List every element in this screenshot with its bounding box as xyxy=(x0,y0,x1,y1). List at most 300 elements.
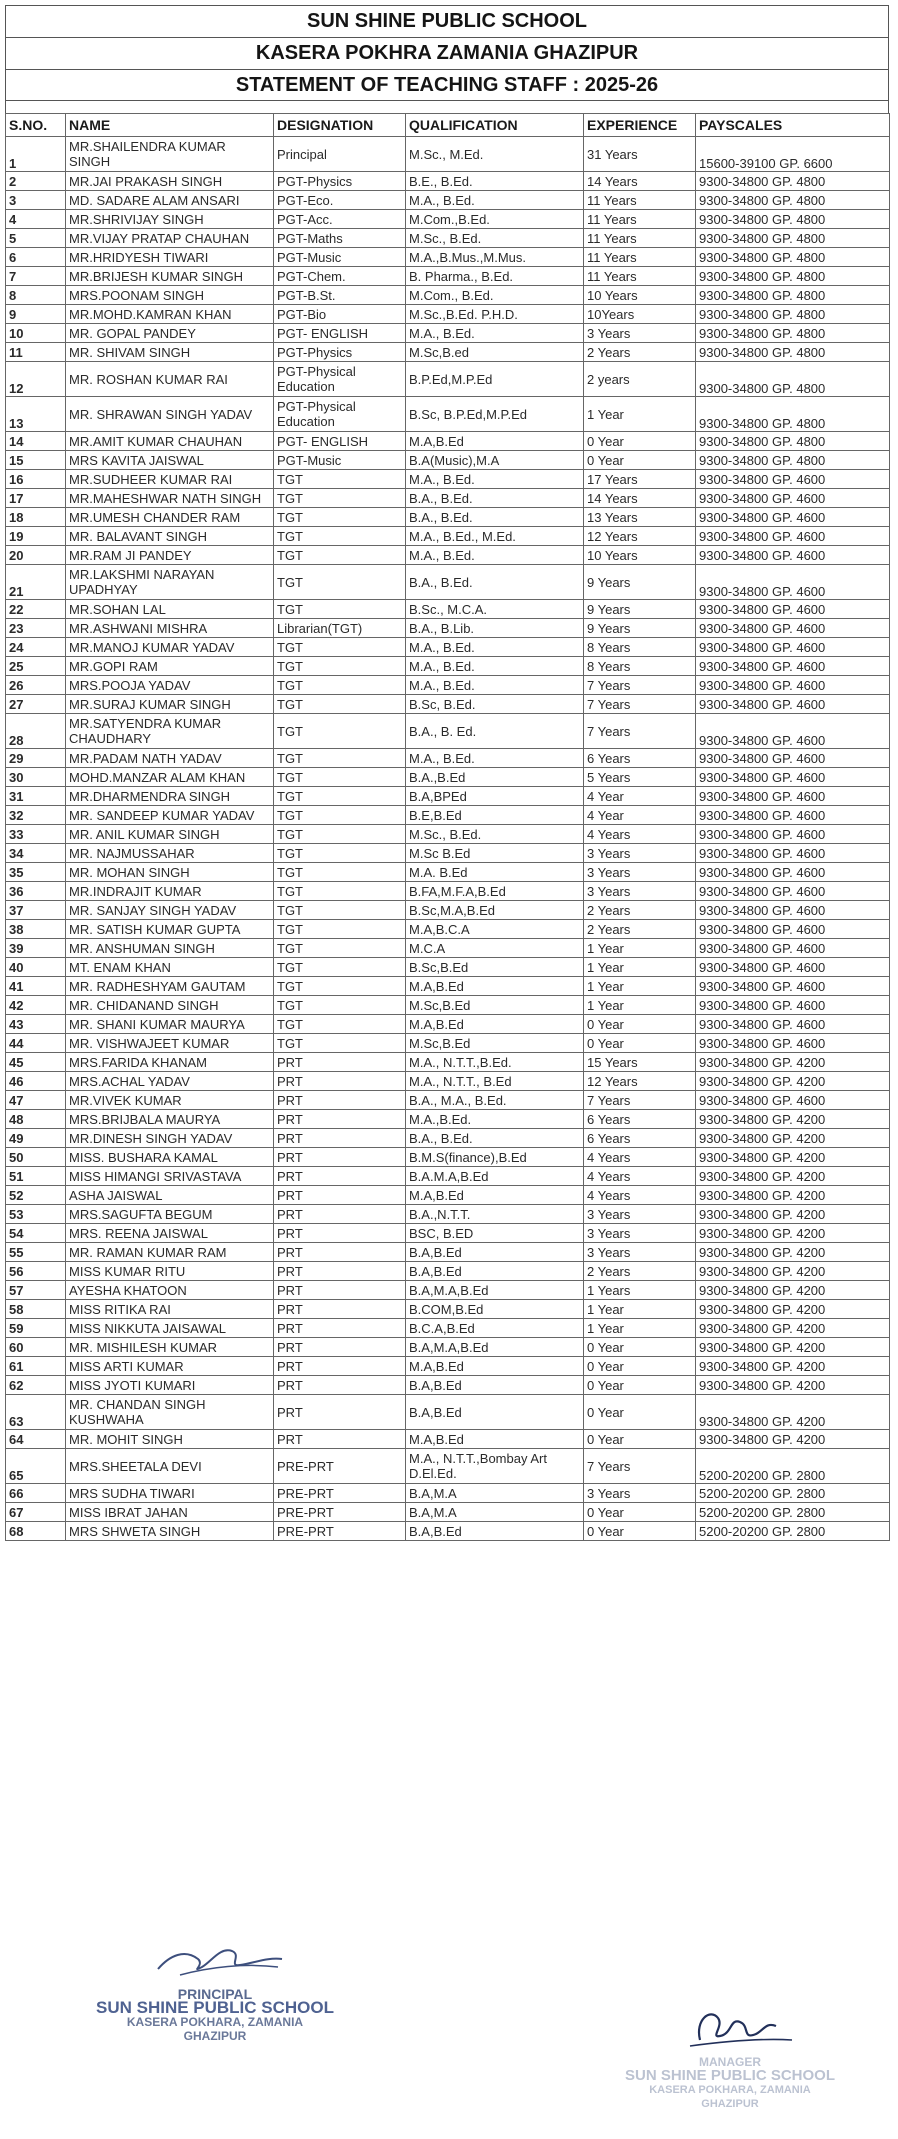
payscale-cell: 5200-20200 GP. 2800 xyxy=(696,1484,890,1503)
sno-cell: 53 xyxy=(6,1205,66,1224)
table-row xyxy=(6,1167,890,1186)
experience-cell: 1 Year xyxy=(584,996,696,1015)
experience-cell: 9 Years xyxy=(584,600,696,619)
designation-cell: TGT xyxy=(274,958,406,977)
designation-cell: PRE-PRT xyxy=(274,1522,406,1541)
experience-cell: 17 Years xyxy=(584,470,696,489)
designation-cell: TGT xyxy=(274,1015,406,1034)
table-row xyxy=(6,1281,890,1300)
table-row xyxy=(6,787,890,806)
designation-cell: TGT xyxy=(274,546,406,565)
designation-cell: PRT xyxy=(274,1053,406,1072)
table-row xyxy=(6,546,890,565)
payscale-cell: 9300-34800 GP. 4600 xyxy=(696,958,890,977)
experience-cell: 8 Years xyxy=(584,657,696,676)
designation-cell: TGT xyxy=(274,638,406,657)
designation-cell: PRT xyxy=(274,1338,406,1357)
experience-cell: 4 Years xyxy=(584,1148,696,1167)
experience-cell: 4 Years xyxy=(584,1186,696,1205)
qualification-cell: M.A,B.Ed xyxy=(406,1186,584,1205)
qualification-cell: M.A., B.Ed. xyxy=(406,191,584,210)
name-cell: MRS.ACHAL YADAV xyxy=(66,1072,274,1091)
payscale-cell: 9300-34800 GP. 4200 xyxy=(696,1395,890,1430)
sno-cell: 44 xyxy=(6,1034,66,1053)
designation-cell: PGT-Bio xyxy=(274,305,406,324)
sno-cell: 5 xyxy=(6,229,66,248)
qualification-cell: M.A. B.Ed xyxy=(406,863,584,882)
experience-cell: 0 Year xyxy=(584,1395,696,1430)
school-address: KASERA POKHRA ZAMANIA GHAZIPUR xyxy=(5,37,889,69)
designation-cell: PRT xyxy=(274,1395,406,1430)
experience-cell: 7 Years xyxy=(584,1449,696,1484)
payscale-cell: 9300-34800 GP. 4800 xyxy=(696,305,890,324)
sno-cell: 68 xyxy=(6,1522,66,1541)
table-row xyxy=(6,1186,890,1205)
experience-cell: 0 Year xyxy=(584,1430,696,1449)
sno-cell: 14 xyxy=(6,432,66,451)
experience-cell: 3 Years xyxy=(584,844,696,863)
name-cell: MR.SATYENDRA KUMAR CHAUDHARY xyxy=(66,714,274,749)
sno-cell: 39 xyxy=(6,939,66,958)
payscale-cell: 9300-34800 GP. 4800 xyxy=(696,191,890,210)
experience-cell: 11 Years xyxy=(584,210,696,229)
name-cell: MR.MAHESHWAR NATH SINGH xyxy=(66,489,274,508)
table-row xyxy=(6,1148,890,1167)
experience-cell: 2 years xyxy=(584,362,696,397)
experience-cell: 3 Years xyxy=(584,1205,696,1224)
designation-cell: PRT xyxy=(274,1129,406,1148)
experience-cell: 10 Years xyxy=(584,546,696,565)
payscale-cell: 9300-34800 GP. 4200 xyxy=(696,1148,890,1167)
designation-cell: PRT xyxy=(274,1205,406,1224)
table-row xyxy=(6,825,890,844)
name-cell: MR. RADHESHYAM GAUTAM xyxy=(66,977,274,996)
sno-cell: 33 xyxy=(6,825,66,844)
column-header-sno: S.NO. xyxy=(6,114,66,137)
sno-cell: 63 xyxy=(6,1395,66,1430)
table-row xyxy=(6,1053,890,1072)
designation-cell: TGT xyxy=(274,768,406,787)
sno-cell: 25 xyxy=(6,657,66,676)
designation-cell: TGT xyxy=(274,565,406,600)
experience-cell: 14 Years xyxy=(584,172,696,191)
payscale-cell: 9300-34800 GP. 4800 xyxy=(696,172,890,191)
sno-cell: 35 xyxy=(6,863,66,882)
table-row xyxy=(6,939,890,958)
experience-cell: 31 Years xyxy=(584,137,696,172)
qualification-cell: M.A,B.Ed xyxy=(406,977,584,996)
sno-cell: 41 xyxy=(6,977,66,996)
sno-cell: 9 xyxy=(6,305,66,324)
table-row xyxy=(6,1034,890,1053)
payscale-cell: 9300-34800 GP. 4200 xyxy=(696,1224,890,1243)
sno-cell: 58 xyxy=(6,1300,66,1319)
table-row xyxy=(6,996,890,1015)
payscale-cell: 9300-34800 GP. 4600 xyxy=(696,1015,890,1034)
designation-cell: PRT xyxy=(274,1357,406,1376)
table-row xyxy=(6,977,890,996)
designation-cell: TGT xyxy=(274,600,406,619)
name-cell: MR.VIJAY PRATAP CHAUHAN xyxy=(66,229,274,248)
experience-cell: 15 Years xyxy=(584,1053,696,1072)
qualification-cell: M.Sc., M.Ed. xyxy=(406,137,584,172)
qualification-cell: M.A.,B.Ed. xyxy=(406,1110,584,1129)
sno-cell: 49 xyxy=(6,1129,66,1148)
name-cell: MR. ANSHUMAN SINGH xyxy=(66,939,274,958)
payscale-cell: 9300-34800 GP. 4600 xyxy=(696,638,890,657)
payscale-cell: 9300-34800 GP. 4600 xyxy=(696,527,890,546)
designation-cell: PGT-Physical Education xyxy=(274,397,406,432)
table-row xyxy=(6,1484,890,1503)
payscale-cell: 9300-34800 GP. 4600 xyxy=(696,825,890,844)
designation-cell: PRT xyxy=(274,1110,406,1129)
payscale-cell: 9300-34800 GP. 4200 xyxy=(696,1243,890,1262)
payscale-cell: 15600-39100 GP. 6600 xyxy=(696,137,890,172)
payscale-cell: 5200-20200 GP. 2800 xyxy=(696,1503,890,1522)
qualification-cell: M.A., N.T.T.,Bombay Art D.El.Ed. xyxy=(406,1449,584,1484)
designation-cell: PRT xyxy=(274,1148,406,1167)
sno-cell: 23 xyxy=(6,619,66,638)
sno-cell: 6 xyxy=(6,248,66,267)
qualification-cell: B.A,M.A xyxy=(406,1503,584,1522)
name-cell: MR. SATISH KUMAR GUPTA xyxy=(66,920,274,939)
name-cell: MRS.FARIDA KHANAM xyxy=(66,1053,274,1072)
qualification-cell: M.A., B.Ed. xyxy=(406,749,584,768)
payscale-cell: 9300-34800 GP. 4200 xyxy=(696,1357,890,1376)
payscale-cell: 9300-34800 GP. 4200 xyxy=(696,1319,890,1338)
experience-cell: 1 Years xyxy=(584,1281,696,1300)
name-cell: MR.SHRIVIJAY SINGH xyxy=(66,210,274,229)
designation-cell: TGT xyxy=(274,527,406,546)
qualification-cell: B. Pharma., B.Ed. xyxy=(406,267,584,286)
payscale-cell: 9300-34800 GP. 4600 xyxy=(696,806,890,825)
designation-cell: TGT xyxy=(274,901,406,920)
qualification-cell: B.A.,B.Ed xyxy=(406,768,584,787)
qualification-cell: BSC, B.ED xyxy=(406,1224,584,1243)
qualification-cell: B.E,B.Ed xyxy=(406,806,584,825)
experience-cell: 1 Year xyxy=(584,1319,696,1338)
experience-cell: 10Years xyxy=(584,305,696,324)
experience-cell: 2 Years xyxy=(584,901,696,920)
sno-cell: 47 xyxy=(6,1091,66,1110)
table-row xyxy=(6,1319,890,1338)
designation-cell: PRT xyxy=(274,1319,406,1338)
experience-cell: 9 Years xyxy=(584,565,696,600)
name-cell: MR.UMESH CHANDER RAM xyxy=(66,508,274,527)
table-row xyxy=(6,362,890,397)
designation-cell: TGT xyxy=(274,508,406,527)
experience-cell: 1 Year xyxy=(584,958,696,977)
sno-cell: 59 xyxy=(6,1319,66,1338)
payscale-cell: 9300-34800 GP. 4800 xyxy=(696,343,890,362)
name-cell: AYESHA KHATOON xyxy=(66,1281,274,1300)
qualification-cell: M.Sc.,B.Ed. P.H.D. xyxy=(406,305,584,324)
qualification-cell: M.Sc,B.Ed xyxy=(406,996,584,1015)
payscale-cell: 9300-34800 GP. 4600 xyxy=(696,844,890,863)
name-cell: MRS KAVITA JAISWAL xyxy=(66,451,274,470)
name-cell: MRS.SHEETALA DEVI xyxy=(66,1449,274,1484)
payscale-cell: 9300-34800 GP. 4200 xyxy=(696,1110,890,1129)
table-row xyxy=(6,470,890,489)
qualification-cell: M.A., N.T.T., B.Ed xyxy=(406,1072,584,1091)
designation-cell: PGT-Acc. xyxy=(274,210,406,229)
sno-cell: 54 xyxy=(6,1224,66,1243)
experience-cell: 6 Years xyxy=(584,1129,696,1148)
sno-cell: 2 xyxy=(6,172,66,191)
payscale-cell: 9300-34800 GP. 4600 xyxy=(696,676,890,695)
experience-cell: 11 Years xyxy=(584,248,696,267)
designation-cell: PRT xyxy=(274,1224,406,1243)
manager-stamp: MANAGER SUN SHINE PUBLIC SCHOOL KASERA POKHARA, ZAMANIA GHAZIPUR xyxy=(624,2055,835,2110)
table-row xyxy=(6,1338,890,1357)
payscale-cell: 9300-34800 GP. 4200 xyxy=(696,1430,890,1449)
name-cell: MR. CHANDAN SINGH KUSHWAHA xyxy=(66,1395,274,1430)
experience-cell: 0 Year xyxy=(584,1338,696,1357)
table-row xyxy=(6,657,890,676)
designation-cell: PGT-Music xyxy=(274,248,406,267)
column-header-qualification: QUALIFICATION xyxy=(406,114,584,137)
experience-cell: 10 Years xyxy=(584,286,696,305)
table-row xyxy=(6,1129,890,1148)
designation-cell: PRE-PRT xyxy=(274,1449,406,1484)
sno-cell: 15 xyxy=(6,451,66,470)
table-row xyxy=(6,489,890,508)
experience-cell: 0 Year xyxy=(584,451,696,470)
experience-cell: 7 Years xyxy=(584,1091,696,1110)
table-row xyxy=(6,958,890,977)
experience-cell: 3 Years xyxy=(584,882,696,901)
sno-cell: 45 xyxy=(6,1053,66,1072)
designation-cell: PGT-Eco. xyxy=(274,191,406,210)
qualification-cell: M.A., B.Ed. xyxy=(406,470,584,489)
designation-cell: Librarian(TGT) xyxy=(274,619,406,638)
experience-cell: 14 Years xyxy=(584,489,696,508)
payscale-cell: 9300-34800 GP. 4800 xyxy=(696,362,890,397)
name-cell: MISS HIMANGI SRIVASTAVA xyxy=(66,1167,274,1186)
designation-cell: TGT xyxy=(274,714,406,749)
payscale-cell: 9300-34800 GP. 4600 xyxy=(696,787,890,806)
experience-cell: 0 Year xyxy=(584,1503,696,1522)
qualification-cell: M.A,B.Ed xyxy=(406,1015,584,1034)
sno-cell: 48 xyxy=(6,1110,66,1129)
table-row xyxy=(6,343,890,362)
qualification-cell: B.P.Ed,M.P.Ed xyxy=(406,362,584,397)
sno-cell: 65 xyxy=(6,1449,66,1484)
qualification-cell: M.A., B.Ed. xyxy=(406,676,584,695)
payscale-cell: 9300-34800 GP. 4600 xyxy=(696,996,890,1015)
payscale-cell: 9300-34800 GP. 4800 xyxy=(696,286,890,305)
name-cell: MR.JAI PRAKASH SINGH xyxy=(66,172,274,191)
qualification-cell: B.A,B.Ed xyxy=(406,1262,584,1281)
qualification-cell: B.A,M.A xyxy=(406,1484,584,1503)
principal-stamp: PRINCIPAL SUN SHINE PUBLIC SCHOOL KASERA POKHARA, ZAMANIA GHAZIPUR xyxy=(95,1986,335,2043)
experience-cell: 11 Years xyxy=(584,229,696,248)
experience-cell: 4 Years xyxy=(584,1167,696,1186)
name-cell: MISS KUMAR RITU xyxy=(66,1262,274,1281)
qualification-cell: B.COM,B.Ed xyxy=(406,1300,584,1319)
experience-cell: 3 Years xyxy=(584,1484,696,1503)
signature-area xyxy=(0,1915,898,2139)
qualification-cell: B.C.A,B.Ed xyxy=(406,1319,584,1338)
experience-cell: 5 Years xyxy=(584,768,696,787)
table-row xyxy=(6,432,890,451)
qualification-cell: B.Sc, B.Ed. xyxy=(406,695,584,714)
qualification-cell: B.A., B. Ed. xyxy=(406,714,584,749)
experience-cell: 6 Years xyxy=(584,749,696,768)
payscale-cell: 9300-34800 GP. 4600 xyxy=(696,901,890,920)
qualification-cell: M.Com., B.Ed. xyxy=(406,286,584,305)
table-row xyxy=(6,1357,890,1376)
payscale-cell: 5200-20200 GP. 2800 xyxy=(696,1449,890,1484)
name-cell: MOHD.MANZAR ALAM KHAN xyxy=(66,768,274,787)
payscale-cell: 9300-34800 GP. 4600 xyxy=(696,977,890,996)
sno-cell: 32 xyxy=(6,806,66,825)
designation-cell: PRE-PRT xyxy=(274,1484,406,1503)
statement-title: STATEMENT OF TEACHING STAFF : 2025-26 xyxy=(5,69,889,100)
name-cell: MR. ANIL KUMAR SINGH xyxy=(66,825,274,844)
qualification-cell: B.Sc,B.Ed xyxy=(406,958,584,977)
payscale-cell: 9300-34800 GP. 4200 xyxy=(696,1281,890,1300)
sno-cell: 22 xyxy=(6,600,66,619)
qualification-cell: B.A., B.Ed. xyxy=(406,565,584,600)
name-cell: MR. MISHILESH KUMAR xyxy=(66,1338,274,1357)
staff-table-body xyxy=(6,137,890,1541)
sno-cell: 67 xyxy=(6,1503,66,1522)
designation-cell: PRT xyxy=(274,1167,406,1186)
designation-cell: TGT xyxy=(274,489,406,508)
qualification-cell: B.E., B.Ed. xyxy=(406,172,584,191)
sno-cell: 16 xyxy=(6,470,66,489)
qualification-cell: M.Sc,B.ed xyxy=(406,343,584,362)
sno-cell: 10 xyxy=(6,324,66,343)
designation-cell: PGT-Chem. xyxy=(274,267,406,286)
table-row xyxy=(6,1503,890,1522)
name-cell: MR. GOPAL PANDEY xyxy=(66,324,274,343)
qualification-cell: M.A,B.Ed xyxy=(406,1357,584,1376)
qualification-cell: B.A,M.A,B.Ed xyxy=(406,1338,584,1357)
payscale-cell: 9300-34800 GP. 4600 xyxy=(696,768,890,787)
sno-cell: 12 xyxy=(6,362,66,397)
designation-cell: PGT-Music xyxy=(274,451,406,470)
qualification-cell: B.A,BPEd xyxy=(406,787,584,806)
qualification-cell: M.A., B.Ed. xyxy=(406,657,584,676)
experience-cell: 0 Year xyxy=(584,1015,696,1034)
qualification-cell: M.A., B.Ed. xyxy=(406,324,584,343)
payscale-cell: 9300-34800 GP. 4600 xyxy=(696,863,890,882)
experience-cell: 0 Year xyxy=(584,1357,696,1376)
payscale-cell: 9300-34800 GP. 4600 xyxy=(696,1034,890,1053)
school-name: SUN SHINE PUBLIC SCHOOL xyxy=(5,5,889,37)
sno-cell: 30 xyxy=(6,768,66,787)
table-row xyxy=(6,1072,890,1091)
payscale-cell: 9300-34800 GP. 4200 xyxy=(696,1376,890,1395)
experience-cell: 7 Years xyxy=(584,714,696,749)
qualification-cell: B.A.M.A,B.Ed xyxy=(406,1167,584,1186)
name-cell: MISS. BUSHARA KAMAL xyxy=(66,1148,274,1167)
name-cell: MR. NAJMUSSAHAR xyxy=(66,844,274,863)
sno-cell: 56 xyxy=(6,1262,66,1281)
table-row xyxy=(6,901,890,920)
table-row xyxy=(6,267,890,286)
qualification-cell: M.A., N.T.T.,B.Ed. xyxy=(406,1053,584,1072)
payscale-cell: 9300-34800 GP. 4200 xyxy=(696,1186,890,1205)
experience-cell: 8 Years xyxy=(584,638,696,657)
name-cell: MT. ENAM KHAN xyxy=(66,958,274,977)
payscale-cell: 9300-34800 GP. 4200 xyxy=(696,1338,890,1357)
name-cell: MR.SHAILENDRA KUMAR SINGH xyxy=(66,137,274,172)
table-row xyxy=(6,565,890,600)
payscale-cell: 9300-34800 GP. 4800 xyxy=(696,210,890,229)
payscale-cell: 9300-34800 GP. 4200 xyxy=(696,1300,890,1319)
name-cell: MISS IBRAT JAHAN xyxy=(66,1503,274,1522)
name-cell: MR.RAM JI PANDEY xyxy=(66,546,274,565)
table-row xyxy=(6,600,890,619)
name-cell: MISS RITIKA RAI xyxy=(66,1300,274,1319)
table-row xyxy=(6,191,890,210)
name-cell: MR.LAKSHMI NARAYAN UPADHYAY xyxy=(66,565,274,600)
sno-cell: 26 xyxy=(6,676,66,695)
payscale-cell: 9300-34800 GP. 4600 xyxy=(696,920,890,939)
table-row xyxy=(6,882,890,901)
payscale-cell: 9300-34800 GP. 4600 xyxy=(696,749,890,768)
designation-cell: PRT xyxy=(274,1243,406,1262)
sno-cell: 29 xyxy=(6,749,66,768)
sno-cell: 51 xyxy=(6,1167,66,1186)
sno-cell: 17 xyxy=(6,489,66,508)
designation-cell: TGT xyxy=(274,939,406,958)
experience-cell: 2 Years xyxy=(584,343,696,362)
sno-cell: 52 xyxy=(6,1186,66,1205)
table-row xyxy=(6,229,890,248)
header-spacer xyxy=(5,100,889,113)
name-cell: MR.MOHD.KAMRAN KHAN xyxy=(66,305,274,324)
table-row xyxy=(6,1091,890,1110)
name-cell: MRS. REENA JAISWAL xyxy=(66,1224,274,1243)
designation-cell: TGT xyxy=(274,825,406,844)
name-cell: MR.SUDHEER KUMAR RAI xyxy=(66,470,274,489)
qualification-cell: M.Sc B.Ed xyxy=(406,844,584,863)
name-cell: MR.VIVEK KUMAR xyxy=(66,1091,274,1110)
name-cell: MR. SANDEEP KUMAR YADAV xyxy=(66,806,274,825)
designation-cell: PRT xyxy=(274,1091,406,1110)
experience-cell: 13 Years xyxy=(584,508,696,527)
table-row xyxy=(6,324,890,343)
experience-cell: 3 Years xyxy=(584,863,696,882)
name-cell: MR.MANOJ KUMAR YADAV xyxy=(66,638,274,657)
sno-cell: 20 xyxy=(6,546,66,565)
experience-cell: 11 Years xyxy=(584,267,696,286)
designation-cell: TGT xyxy=(274,695,406,714)
experience-cell: 9 Years xyxy=(584,619,696,638)
payscale-cell: 9300-34800 GP. 4600 xyxy=(696,546,890,565)
name-cell: MR.DHARMENDRA SINGH xyxy=(66,787,274,806)
manager-signature xyxy=(680,2000,800,2055)
principal-signature xyxy=(150,1937,290,1982)
designation-cell: TGT xyxy=(274,863,406,882)
qualification-cell: B.A,B.Ed xyxy=(406,1522,584,1541)
qualification-cell: M.Sc., B.Ed. xyxy=(406,229,584,248)
table-row xyxy=(6,1243,890,1262)
experience-cell: 2 Years xyxy=(584,920,696,939)
qualification-cell: M.A,B.Ed xyxy=(406,432,584,451)
staff-statement-document xyxy=(5,5,889,1541)
sno-cell: 46 xyxy=(6,1072,66,1091)
payscale-cell: 9300-34800 GP. 4600 xyxy=(696,1091,890,1110)
table-row xyxy=(6,397,890,432)
column-header-name: NAME xyxy=(66,114,274,137)
table-row xyxy=(6,768,890,787)
designation-cell: PGT-Physical Education xyxy=(274,362,406,397)
